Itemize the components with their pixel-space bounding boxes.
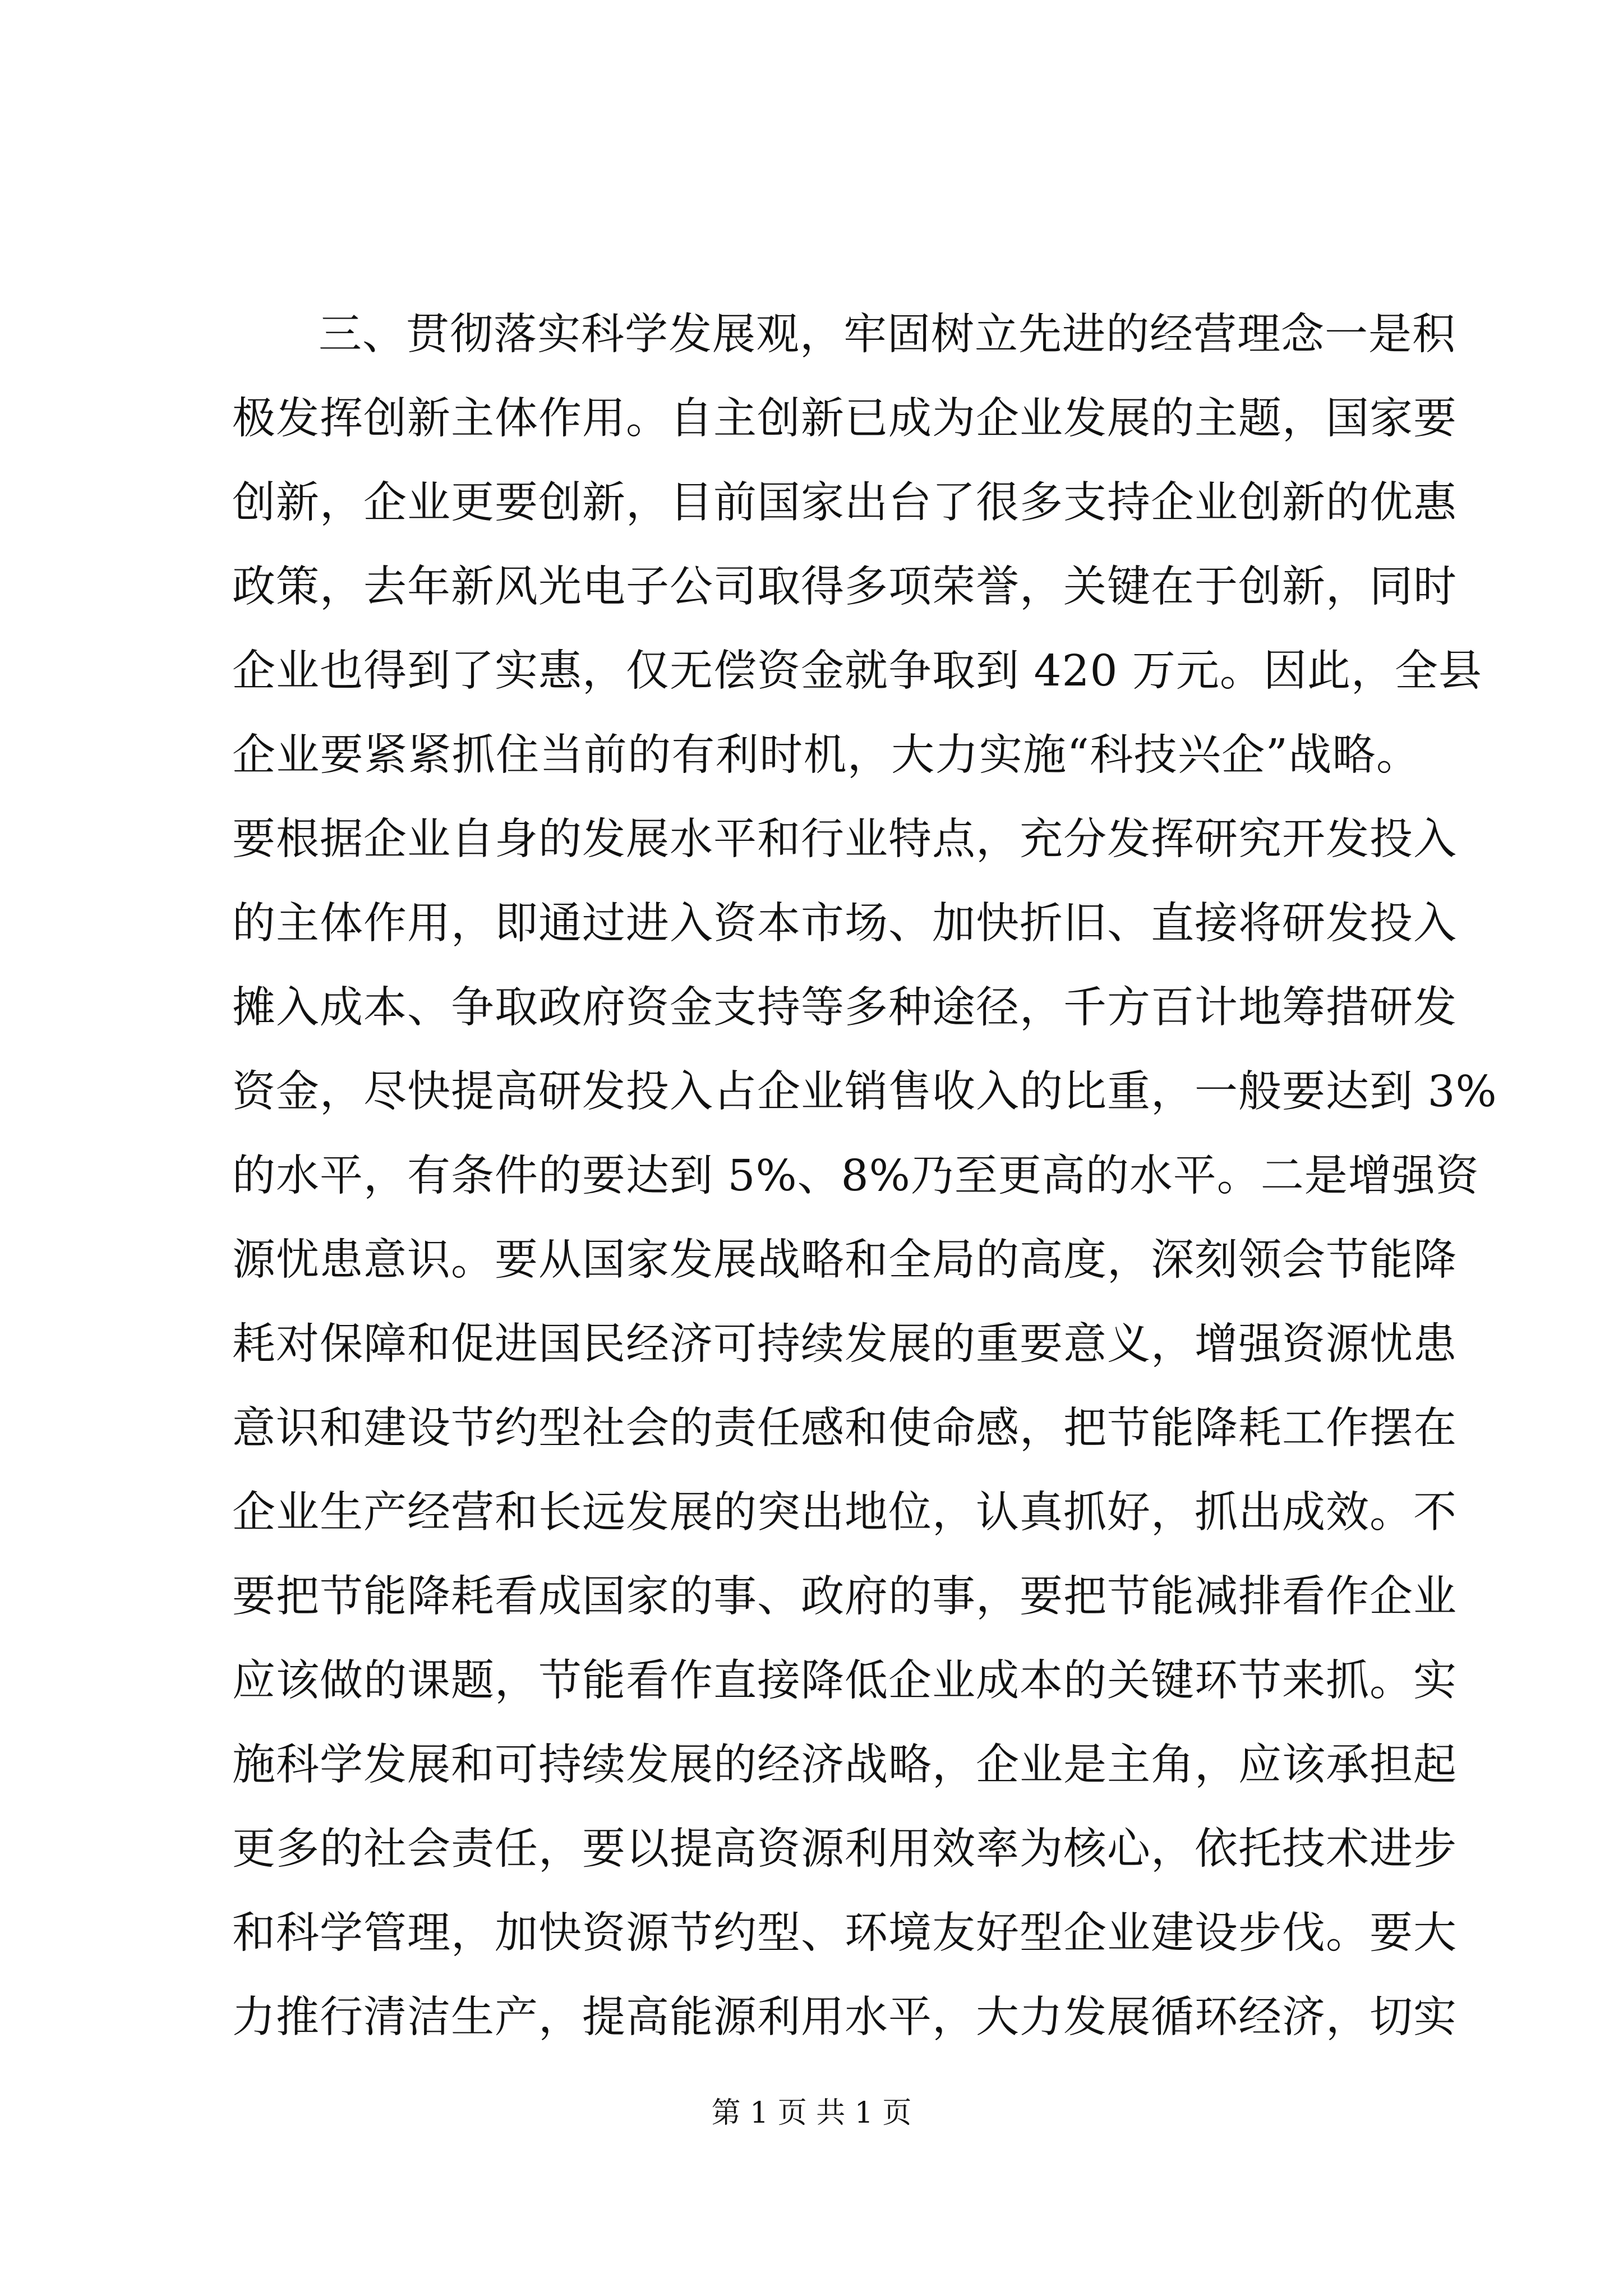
body-paragraph <box>232 293 1497 2060</box>
paragraph-line: 企业生产经营和长远发展的突出地位，认真抓好，抓出成效。不 <box>232 1488 1457 1538</box>
paragraph-line: 意识和建设节约型社会的责任感和使命感，把节能降耗工作摆在 <box>232 1404 1457 1453</box>
paragraph-line: 资金，尽快提高研发投入占企业销售收入的比重，一般要达到 3% <box>232 1067 1497 1117</box>
paragraph-line: 创新，企业更要创新，目前国家出台了很多支持企业创新的优惠 <box>232 478 1457 528</box>
paragraph-line: 应该做的课题，节能看作直接降低企业成本的关键环节来抓。实 <box>232 1656 1457 1706</box>
page-number-label: 第 1 页 共 1 页 <box>711 2096 912 2130</box>
paragraph-line: 摊入成本、争取政府资金支持等多种途径，千方百计地筹措研发 <box>232 983 1457 1033</box>
paragraph-line: 企业要紧紧抓住当前的有利时机，大力实施“科技兴企”战略。 <box>232 730 1420 780</box>
paragraph-line: 耗对保障和促进国民经济可持续发展的重要意义，增强资源忧患 <box>232 1319 1457 1369</box>
paragraph-line: 和科学管理，加快资源节约型、环境友好型企业建设步伐。要大 <box>232 1908 1457 1958</box>
paragraph-line: 企业也得到了实惠，仅无偿资金就争取到 420 万元。因此，全县 <box>232 646 1482 696</box>
paragraph-line: 要把节能降耗看成国家的事、政府的事，要把节能减排看作企业 <box>232 1572 1457 1622</box>
paragraph-line: 极发挥创新主体作用。自主创新已成为企业发展的主题，国家要 <box>232 394 1457 444</box>
paragraph-line: 的主体作用，即通过进入资本市场、加快折旧、直接将研发投入 <box>232 899 1457 949</box>
paragraph-line: 力推行清洁生产，提高能源利用水平，大力发展循环经济，切实 <box>232 1993 1457 2042</box>
paragraph-line: 施科学发展和可持续发展的经济战略，企业是主角，应该承担起 <box>232 1740 1457 1790</box>
paragraph-line: 要根据企业自身的发展水平和行业特点，充分发挥研究开发投入 <box>232 815 1457 864</box>
paragraph-line: 的水平，有条件的要达到 5%、8%乃至更高的水平。二是增强资 <box>232 1151 1479 1201</box>
page-footer <box>0 2093 1623 2133</box>
paragraph-line: 源忧患意识。要从国家发展战略和全局的高度，深刻领会节能降 <box>232 1235 1457 1285</box>
paragraph-line: 更多的社会责任，要以提高资源利用效率为核心，依托技术进步 <box>232 1824 1457 1874</box>
paragraph-line: 政策，去年新风光电子公司取得多项荣誉，关键在于创新，同时 <box>232 562 1457 612</box>
paragraph-line: 三、贯彻落实科学发展观，牢固树立先进的经营理念一是积 <box>319 310 1456 360</box>
